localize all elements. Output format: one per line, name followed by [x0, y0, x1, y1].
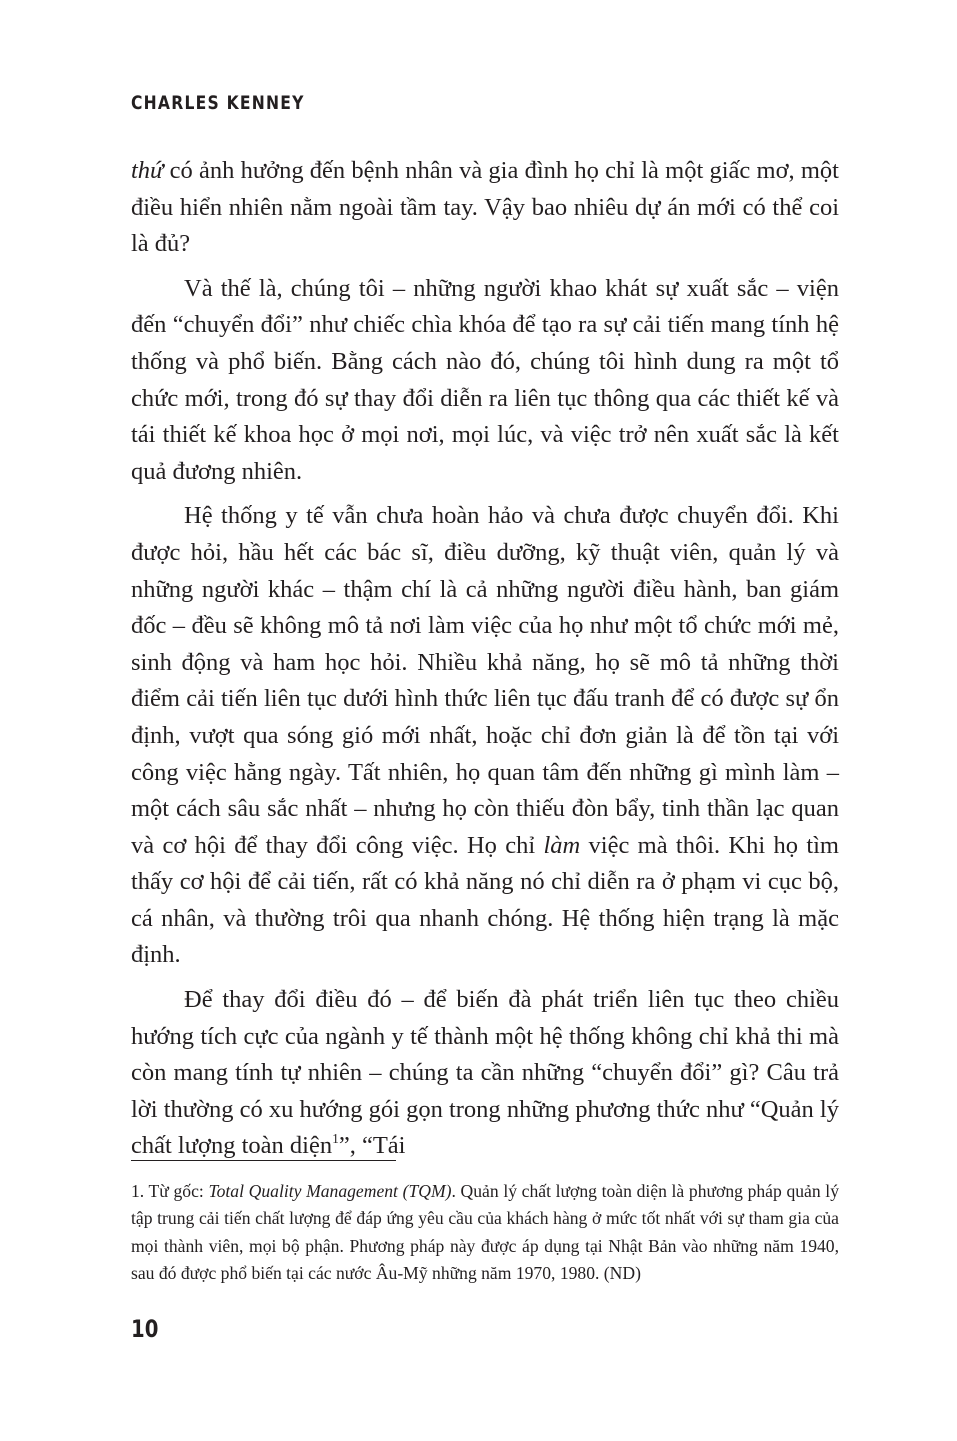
- paragraph-1-text: có ảnh hưởng đến bệnh nhân và gia đình họ chỉ là một giấc mơ, một điều hiển nhiên nằm ngoài tầm tay. Vậy bao nhiêu dự án mới có thể coi là đủ?: [131, 157, 839, 258]
- footnote-italic: Total Quality Management (TQM): [208, 1181, 452, 1201]
- paragraph-4-text-end: ”, “Tái: [338, 1132, 406, 1160]
- paragraph-3-text-b: việc mà thôi. Khi họ tìm thấy cơ hội để cải tiến, rất có khả năng nó chỉ diễn ra ở phạm vi cục bộ, cá nhân, và thường trôi qua nhanh chóng. Hệ thống hiện trạng là mặc định.: [131, 831, 839, 969]
- footnote-reference: 1: [332, 1131, 339, 1147]
- paragraph-3-italic: làm: [543, 831, 581, 859]
- paragraph-4: [131, 982, 839, 1165]
- paragraph-4-text: Để thay đổi điều đó – để biến đà phát triển liên tục theo chiều hướng tích cực của ngành y tế thành một hệ thống không chỉ khả thi mà còn mang tính tự nhiên – chúng ta cần những “chuyển đổi” gì? Câu trả lời thường có xu hướng gói gọn trong những phương thức như “Quản lý chất lượng toàn diện: [131, 986, 839, 1160]
- footnote-divider: [131, 1160, 396, 1161]
- page-number: 10: [131, 1315, 159, 1343]
- running-head-author: CHARLES KENNEY: [131, 92, 305, 114]
- footnote-lead: Từ gốc:: [144, 1181, 209, 1201]
- footnote-number: 1.: [131, 1181, 145, 1201]
- paragraph-1-italic: thứ: [131, 157, 164, 184]
- paragraph-2-text: Và thế là, chúng tôi – những người khao khát sự xuất sắc – viện đến “chuyển đổi” như chiếc chìa khóa để tạo ra sự cải tiến mang tính hệ thống và phổ biến. Bằng cách nào đó, chúng tôi hình dung ra một tổ chức mới, trong đó sự thay đổi diễn ra liên tục thông qua các thiết kế và tái thiết kế khoa học ở mọi nơi, mọi lúc, và việc trở nên xuất sắc là kết quả đương nhiên.: [131, 274, 839, 485]
- paragraph-3-text-a: Hệ thống y tế vẫn chưa hoàn hảo và chưa được chuyển đổi. Khi được hỏi, hầu hết các bác sĩ, điều dưỡng, kỹ thuật viên, quản lý và những người khác – thậm chí là cả những người điều hành, ban giám đốc – đều sẽ không mô tả nơi làm việc của họ như một tổ chức mới mẻ, sinh động và ham học hỏi. Nhiều khả năng, họ sẽ mô tả những thời điểm cải tiến liên tục dưới hình thức liên tục đấu tranh để có được sự ổn định, vượt qua sóng gió mới nhất, hoặc chỉ đơn giản là để tồn tại với công việc hằng ngày. Tất nhiên, họ quan tâm đến những gì mình làm – một cách sâu sắc nhất – nhưng họ còn thiếu đòn bẩy, tinh thần lạc quan và cơ hội để thay đổi công việc. Họ chỉ: [131, 502, 839, 859]
- footnote-text: . Quản lý chất lượng toàn diện là phương pháp quản lý tập trung cải tiến chất lượng để đáp ứng yêu cầu của khách hàng ở mức tốt nhất với sự tham gia của mọi thành viên, mọi bộ phận. Phương pháp này được áp dụng tại Nhật Bản vào những năm 1940, sau đó được phổ biến tại các nước Âu-Mỹ những năm 1970, 1980. (ND): [131, 1181, 839, 1284]
- paragraph-1: [131, 153, 839, 263]
- paragraph-2: [131, 271, 839, 491]
- paragraph-3: [131, 498, 839, 974]
- body-text: [131, 153, 839, 1173]
- footnote: [131, 1178, 839, 1288]
